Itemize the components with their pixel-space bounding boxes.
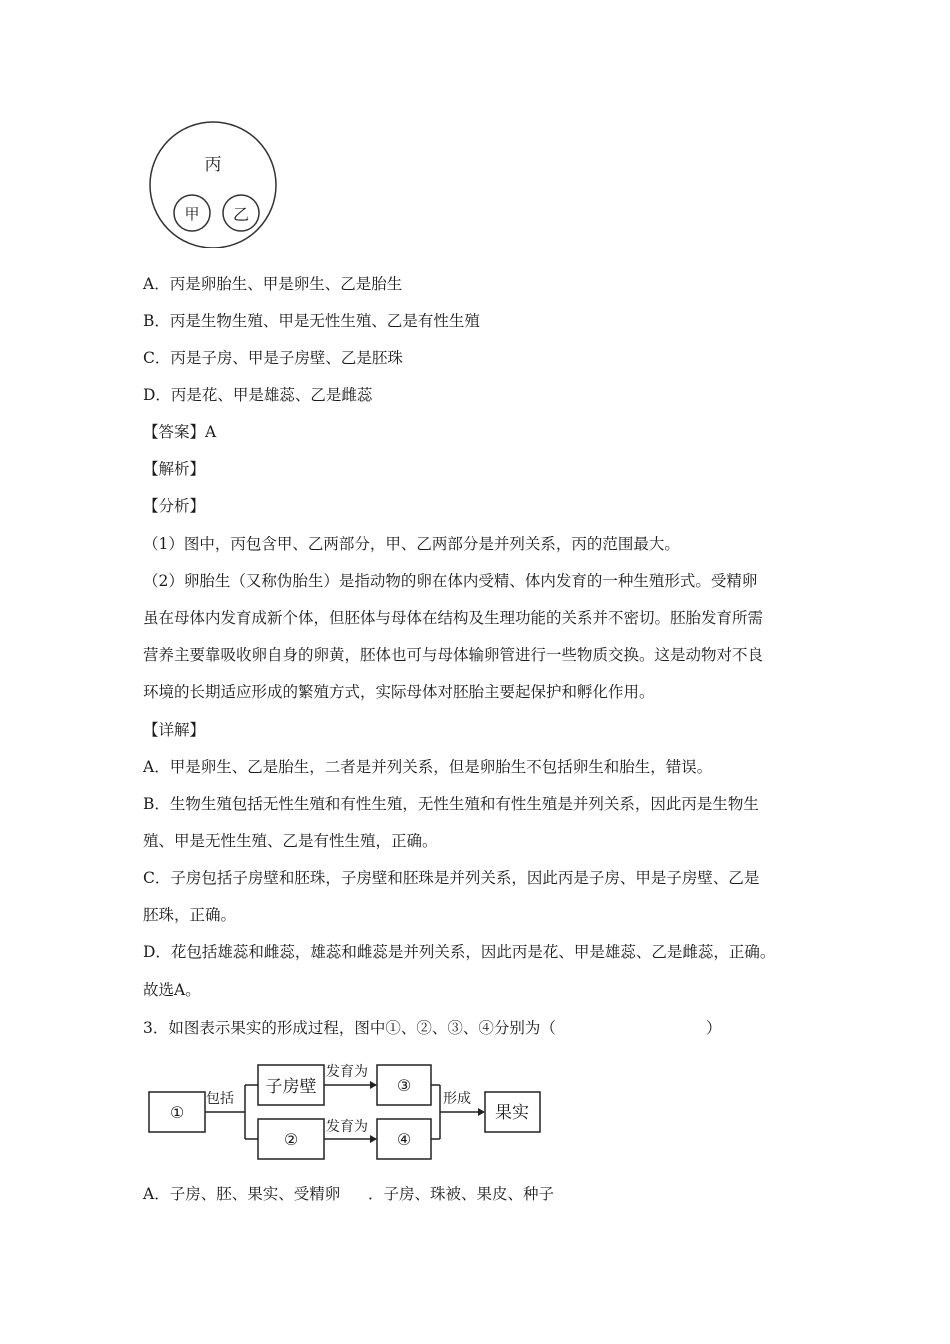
venn-right-label: 乙 bbox=[232, 205, 250, 224]
label-n4: ④ bbox=[396, 1130, 412, 1149]
analysis-line: （2）卵胎生（又称伪胎生）是指动物的卵在体内受精、体内发育的一种生殖形式。受精卵 bbox=[143, 572, 758, 590]
label-develop-1: 发育为 bbox=[326, 1064, 368, 1080]
q2-option-b: B．丙是生物生殖、甲是无性生殖、乙是有性生殖 bbox=[143, 312, 480, 330]
fenxi-heading: 【分析】 bbox=[143, 497, 206, 515]
analysis-line: 环境的长期适应形成的繁殖方式，实际母体对胚胎主要起保护和孵化作用。 bbox=[143, 683, 655, 701]
venn-left-label: 甲 bbox=[184, 205, 200, 223]
q3-option-b: ．子房、珠被、果皮、种子 bbox=[368, 1185, 555, 1203]
detail-line: 胚珠，正确。 bbox=[143, 906, 237, 924]
analysis-line: （1）图中，丙包含甲、乙两部分，甲、乙两部分是并列关系，丙的范围最大。 bbox=[143, 535, 680, 553]
detail-line: C．子房包括子房壁和胚珠，子房壁和胚珠是并列关系，因此丙是子房、甲是子房壁、乙是 bbox=[143, 869, 760, 887]
label-n2: ② bbox=[283, 1130, 299, 1149]
q3-close-paren: ） bbox=[706, 1019, 722, 1037]
venn-diagram bbox=[140, 118, 290, 248]
label-develop-2: 发育为 bbox=[326, 1119, 368, 1135]
q3-stem: 3．如图表示果实的形成过程，图中①、②、③、④分别为（ bbox=[143, 1019, 556, 1037]
label-n3: ③ bbox=[396, 1076, 412, 1095]
label-fruit: 果实 bbox=[495, 1103, 529, 1123]
venn-outer-label: 丙 bbox=[204, 155, 222, 175]
detail-line: D．花包括雄蕊和雌蕊，雄蕊和雌蕊是并列关系，因此丙是花、甲是雄蕊、乙是雌蕊，正确。 bbox=[143, 943, 776, 961]
fruit-formation-diagram bbox=[140, 1055, 550, 1160]
detail-line: 殖、甲是无性生殖、乙是有性生殖，正确。 bbox=[143, 832, 438, 850]
q2-option-c: C．丙是子房、甲是子房壁、乙是胚珠 bbox=[143, 349, 403, 367]
label-n1: ① bbox=[169, 1103, 185, 1122]
q2-option-d: D．丙是花、甲是雄蕊、乙是雌蕊 bbox=[143, 386, 373, 404]
xiangjie-heading: 【详解】 bbox=[143, 721, 206, 739]
label-include: 包括 bbox=[206, 1091, 234, 1107]
detail-line: B．生物生殖包括无性生殖和有性生殖，无性生殖和有性生殖是并列关系，因此丙是生物生 bbox=[143, 795, 759, 813]
detail-line: A．甲是卵生、乙是胎生，二者是并列关系，但是卵胎生不包括卵生和胎生，错误。 bbox=[143, 758, 713, 776]
analysis-line: 虽在母体内发育成新个体，但胚体与母体在结构及生理功能的关系并不密切。胚胎发育所需 bbox=[143, 609, 764, 627]
venn-outer-circle bbox=[150, 122, 276, 248]
conclusion-line: 故选A。 bbox=[143, 981, 201, 999]
jiexi-heading: 【解析】 bbox=[143, 460, 206, 478]
q3-option-a: A．子房、胚、果实、受精卵 bbox=[143, 1185, 341, 1203]
analysis-line: 营养主要靠吸收卵自身的卵黄，胚体也可与母体输卵管进行一些物质交换。这是动物对不良 bbox=[143, 646, 764, 664]
label-ovary-wall: 子房壁 bbox=[265, 1077, 317, 1097]
q2-option-a: A．丙是卵胎生、甲是卵生、乙是胎生 bbox=[143, 275, 403, 293]
answer-line: 【答案】A bbox=[143, 423, 217, 441]
label-form: 形成 bbox=[443, 1091, 471, 1107]
